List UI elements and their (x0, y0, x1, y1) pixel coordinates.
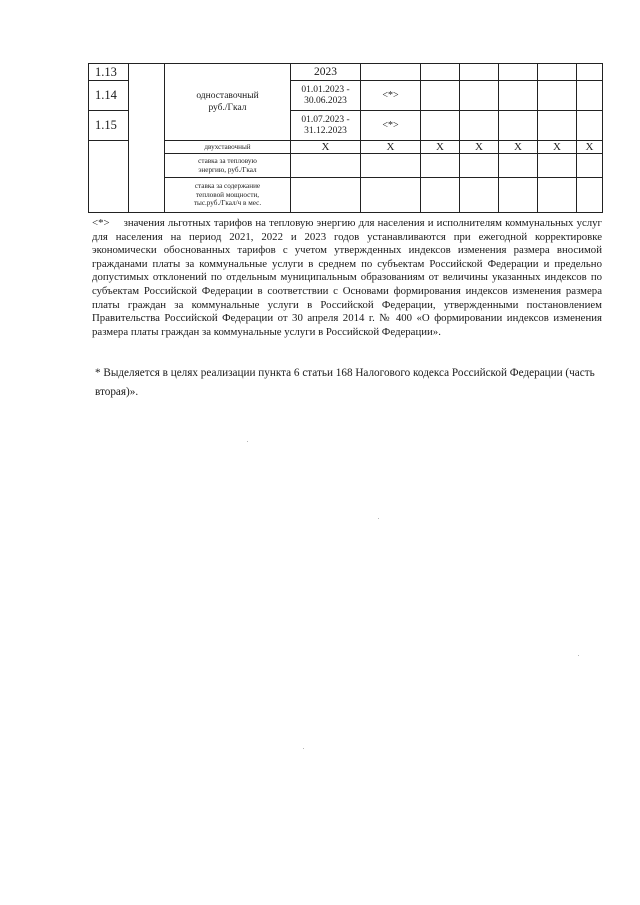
capacity-rate-label (165, 178, 291, 213)
two-part-label: двухставочный (165, 141, 291, 154)
row-number: 1.14 (89, 81, 129, 111)
empty-cell (577, 81, 603, 111)
empty-cell (421, 154, 460, 178)
table-row (89, 178, 603, 213)
empty-cell (129, 64, 165, 213)
x-mark: X (460, 141, 499, 154)
empty-cell (361, 64, 421, 81)
x-mark: X (577, 141, 603, 154)
empty-cell (538, 154, 577, 178)
capacity-rate-label-line: тепловой мощности, (195, 190, 260, 199)
x-mark: X (538, 141, 577, 154)
year-cell: 2023 (291, 64, 361, 81)
footnote-text: значения льготных тарифов на тепловую энергию для населения и исполнителям коммунальных услуг для населения на период 2021, 2022 и 2023 годов устанавливаются при ежегодной корректировке экономически обоснованных тарифов с учетом утвержденных индексов изменения размера вносимой гражданами платы за коммунальные услуги в среднем по субъектам Российской Федерации и предельно допустимых отклонений по отдельным муниципальным образованиям от величины указанных индексов по субъектам Российской Федерации в соответствии с Основами формирования индексов изменения размера платы граждан за коммунальные услуги в Российской Федерации, утвержденными постановлением Правительства Российской Федерации от 30 апреля 2014 г. № 400 «О формировании индексов изменения размера платы граждан за коммунальные услуги в Российской Федерации». (92, 217, 602, 338)
x-mark: X (499, 141, 538, 154)
x-mark: X (361, 141, 421, 154)
empty-cell (421, 64, 460, 81)
empty-cell (499, 154, 538, 178)
period-cell (291, 81, 361, 111)
footnote-mark: <*> (361, 81, 421, 111)
empty-cell (538, 111, 577, 141)
empty-cell (499, 111, 538, 141)
empty-cell (499, 81, 538, 111)
empty-cell (421, 111, 460, 141)
one-part-label-line: одноставочный (196, 91, 259, 101)
empty-cell (577, 178, 603, 213)
footnote-marker: <*> (92, 217, 110, 229)
empty-cell (421, 178, 460, 213)
x-mark: X (421, 141, 460, 154)
capacity-rate-label-line: ставка за содержание (194, 182, 261, 191)
empty-cell (460, 178, 499, 213)
empty-cell (538, 178, 577, 213)
tariff-table (88, 63, 603, 213)
period-start: 01.07.2023 - (301, 114, 350, 125)
heat-rate-label-line: энергию, руб./Гкал (198, 165, 257, 174)
empty-cell (89, 141, 129, 213)
scan-speck (247, 441, 248, 442)
empty-cell (577, 154, 603, 178)
empty-cell (460, 81, 499, 111)
empty-cell (460, 111, 499, 141)
empty-cell (291, 178, 361, 213)
empty-cell (577, 64, 603, 81)
row-number: 1.15 (89, 111, 129, 141)
tax-code-note: * Выделяется в целях реализации пункта 6 статьи 168 Налогового кодекса Российской Федерации (часть вторая)». (95, 367, 595, 398)
one-part-label (165, 64, 291, 141)
period-start: 01.01.2023 - (301, 84, 350, 95)
empty-cell (460, 64, 499, 81)
x-mark: X (291, 141, 361, 154)
one-part-label-line: руб./Гкал (208, 103, 247, 113)
period-cell (291, 111, 361, 141)
heat-rate-label-line: ставка за тепловую (198, 156, 257, 165)
empty-cell (291, 154, 361, 178)
scan-speck (303, 748, 304, 749)
table-row (89, 64, 603, 81)
empty-cell (538, 64, 577, 81)
empty-cell (460, 154, 499, 178)
scan-speck (378, 518, 379, 519)
empty-cell (499, 64, 538, 81)
table-row (89, 154, 603, 178)
period-end: 31.12.2023 (304, 125, 347, 136)
empty-cell (499, 178, 538, 213)
empty-cell (361, 178, 421, 213)
empty-cell (361, 154, 421, 178)
heat-rate-label (165, 154, 291, 178)
tariff-footnote (92, 217, 602, 339)
scan-speck (578, 655, 579, 656)
footnote-mark: <*> (361, 111, 421, 141)
empty-cell (538, 81, 577, 111)
empty-cell (421, 81, 460, 111)
table-row (89, 141, 603, 154)
period-end: 30.06.2023 (304, 95, 347, 106)
row-number: 1.13 (89, 64, 129, 81)
empty-cell (577, 111, 603, 141)
capacity-rate-label-line: тыс.руб./Гкал/ч в мес. (193, 199, 262, 208)
